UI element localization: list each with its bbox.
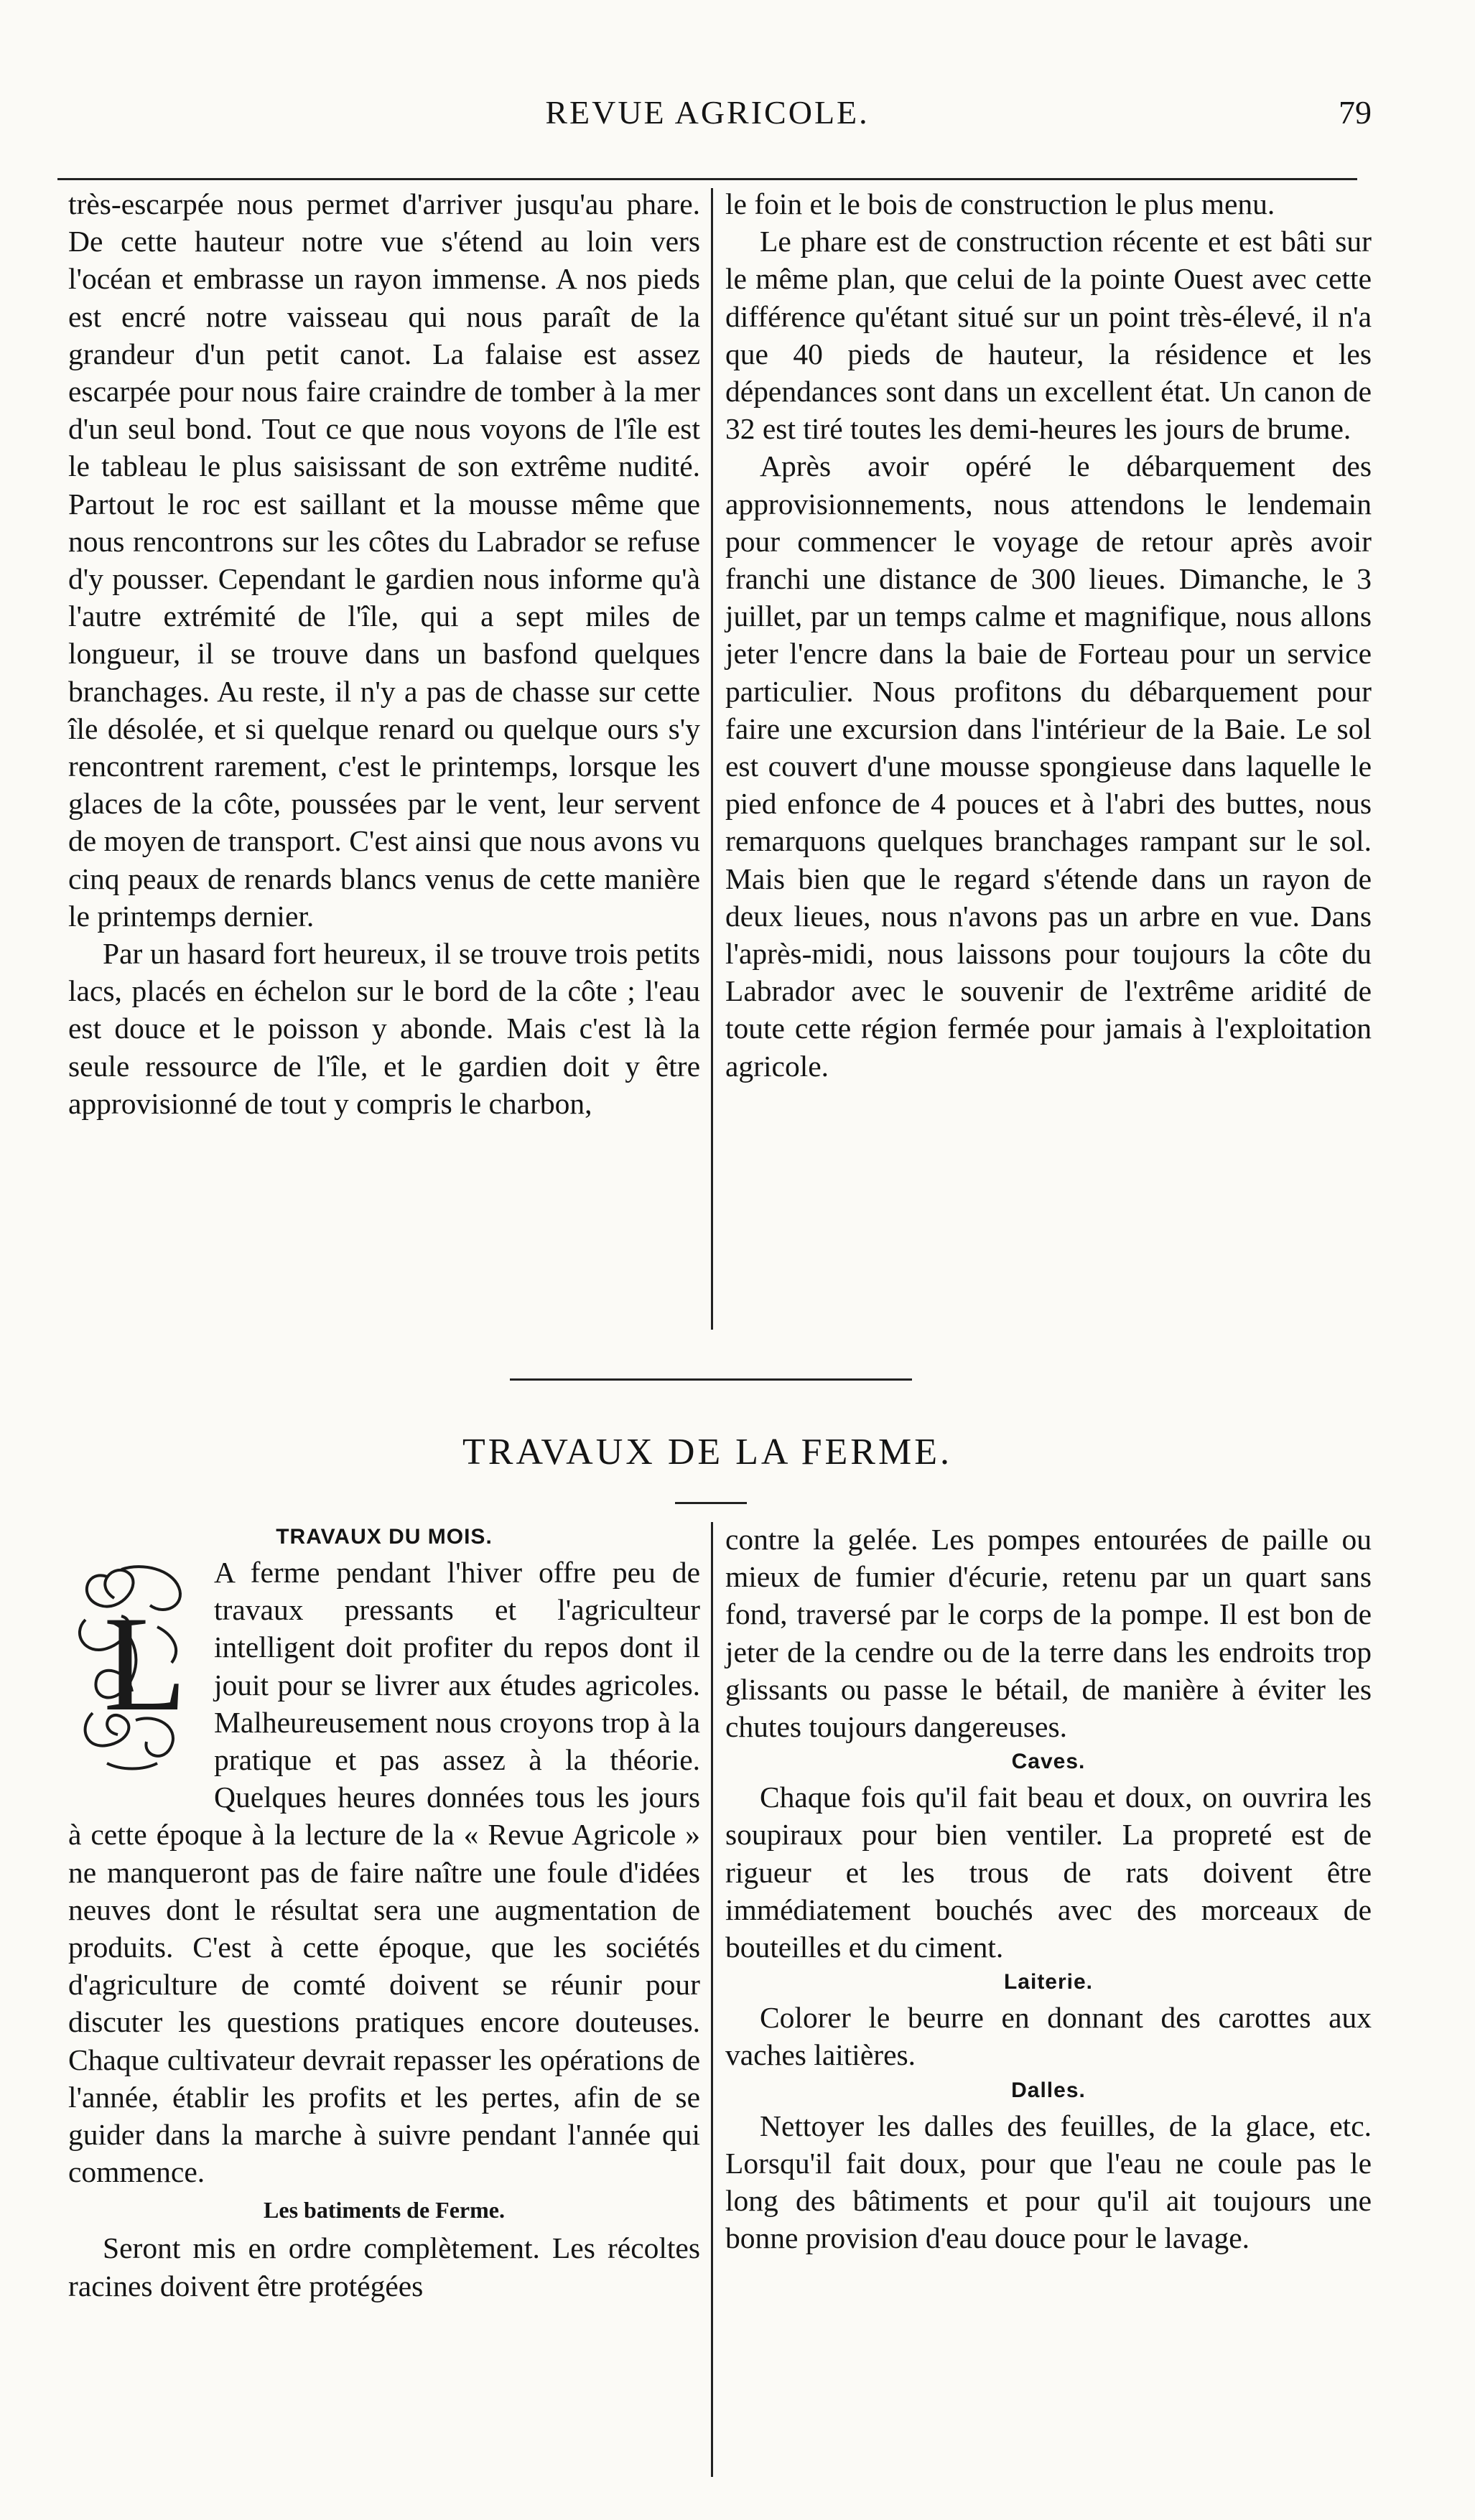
dropcap-flourish-icon (64, 1555, 204, 1792)
section-divider (510, 1378, 912, 1381)
paragraph-laiterie: Colorer le beurre en donnant des carottes aux vaches laitières. (725, 2001, 1372, 2072)
ornamental-dropcap (64, 1555, 204, 1792)
header-rule (57, 178, 1357, 180)
upper-left-column (68, 185, 700, 1122)
subheading-caves: Caves. (1011, 1750, 1086, 1774)
running-header (43, 93, 1372, 151)
lower-right-column (725, 1521, 1372, 2257)
running-title: REVUE AGRICOLE. (545, 94, 870, 131)
column-rule (711, 1522, 713, 2477)
subheading-dalles: Dalles. (1011, 2078, 1086, 2102)
section-title-underline (675, 1502, 747, 1504)
paragraph-caves: Chaque fois qu'il fait beau et doux, on ouvrira les soupiraux pour bien ventiler. La propreté est de rigueur et les trous de rats doivent être immédiatement bouchés avec des morceaux de bouteilles et du ciment. (725, 1781, 1372, 1964)
column-rule (711, 188, 713, 1330)
subheading-laiterie: Laiterie. (1003, 1970, 1094, 1994)
paragraph-batiments: Seront mis en ordre complètement. Les récoltes racines doivent être protégées (68, 2231, 700, 2302)
lower-left-column (68, 1521, 700, 2305)
paragraph: Après avoir opéré le débarquement des approvisionnements, nous attendons le lendemain pour commencer le voyage de retour après avoir franchi une distance de 300 lieues. Dimanche, le 3 juillet, par un temps calme et magnifique, nous allons jeter l'encre dans la baie de Forteau pour un service particulier. Nous profitons du débarquement pour faire une excursion dans l'intérieur de la Baie. Le sol est couvert d'une mousse spongieuse dans laquelle le pied enfonce de 4 pouces et à l'abri des buttes, nous remarquons quelques branchages rampant sur le sol. Mais bien que le regard s'étende dans un rayon de deux lieues, nous n'avons pas un arbre en vue. Dans l'après-midi, nous laissons pour toujours la côte du Labrador avec le souvenir de l'extrême aridité de toute cette région fermée pour jamais à l'exploitation agricole. (725, 449, 1372, 1083)
paragraph-batiments-continued: contre la gelée. Les pompes entourées de paille ou mieux de fumier d'écurie, retenu par un quart sans fond, traversé par le corps de la pompe. Il est bon de jeter de la cendre ou de la terre dans les endroits trop glissants ou passe le bétail, de manière à éviter les chutes toujours dangereuses. (725, 1523, 1372, 1744)
paragraph: Le phare est de construction récente et est bâti sur le même plan, que celui de la pointe Ouest avec cette différence qu'étant situé sur un point très-élevé, il n'a que 40 pieds de hauteur, la résidence et les dépendances sont dans un excellent état. Un canon de 32 est tiré toutes les demi-heures les jours de brume. (725, 225, 1372, 446)
upper-right-column (725, 185, 1372, 1085)
section-title: TRAVAUX DE LA FERME. (462, 1432, 952, 1473)
paragraph: Par un hasard fort heureux, il se trouve trois petits lacs, placés en échelon sur le bord de la côte ; l'eau est douce et le poisson y abonde. Mais c'est là la seule ressource de l'île, et le gardien doit y être approvisionné de tout y compris le charbon, (68, 937, 700, 1120)
page-number: 79 (1339, 94, 1372, 131)
subheading-travaux-du-mois: TRAVAUX DU MOIS. (276, 1525, 493, 1549)
intro-paragraph: A ferme pendant l'hiver offre peu de travaux pressants et l'agriculteur intelligent doit profiter du repos dont il jouit pour se livrer aux études agricoles. Malheureusement nous croyons trop à la pratique et pas assez à la théorie. Quelques heures données tous les jours à cette époque à la lecture de la « Revue Agricole » ne manqueront pas de faire naître une foule d'idées neuves dont le résultat sera une augmentation de produits. C'est à cette époque, que les sociétés d'agriculture de comté doivent se réunir pour discuter les questions pratiques encore douteuses. Chaque cultivateur devrait repasser les opérations de l'année, établir les profits et les pertes, afin de se guider dans la marche à suivre pendant l'année qui commence. (68, 1556, 700, 2189)
intro-block (68, 1554, 700, 2190)
dropcap-letter: L (103, 1589, 187, 1740)
paragraph: le foin et le bois de construction le plus menu. (725, 187, 1275, 220)
paragraph-dalles: Nettoyer les dalles des feuilles, de la glace, etc. Lorsqu'il fait doux, pour que l'eau ne coule pas le long des bâtiments et pour qu'il ait toujours une bonne provision d'eau douce pour le lavage. (725, 2109, 1372, 2255)
subheading-batiments: Les batiments de Ferme. (264, 2197, 505, 2223)
paragraph: très-escarpée nous permet d'arriver jusqu'au phare. De cette hauteur notre vue s'étend au loin vers l'océan et embrasse un rayon immense. A nos pieds est encré notre vaisseau qui nous paraît de la grandeur d'un petit canot. La falaise est assez escarpée pour nous faire craindre de tomber à la mer d'un seul bond. Tout ce que nous voyons de l'île est le tableau le plus saisissant de son extrême nudité. Partout le roc est saillant et la mousse même que nous rencontrons sur les côtes du Labrador se refuse d'y pousser. Cependant le gardien nous informe qu'à l'autre extrémité de l'île, qui a sept miles de longueur, il se trouve dans un basfond quelques branchages. Au reste, il n'y a pas de chasse sur cette île désolée, et si quelque renard ou quelque ours s'y rencontrent rarement, c'est le printemps, lorsque les glaces de la côte, poussées par le vent, leur servent de moyen de transport. C'est ainsi que nous avons vu cinq peaux de renards blancs venus de cette manière le printemps dernier. (68, 187, 700, 933)
